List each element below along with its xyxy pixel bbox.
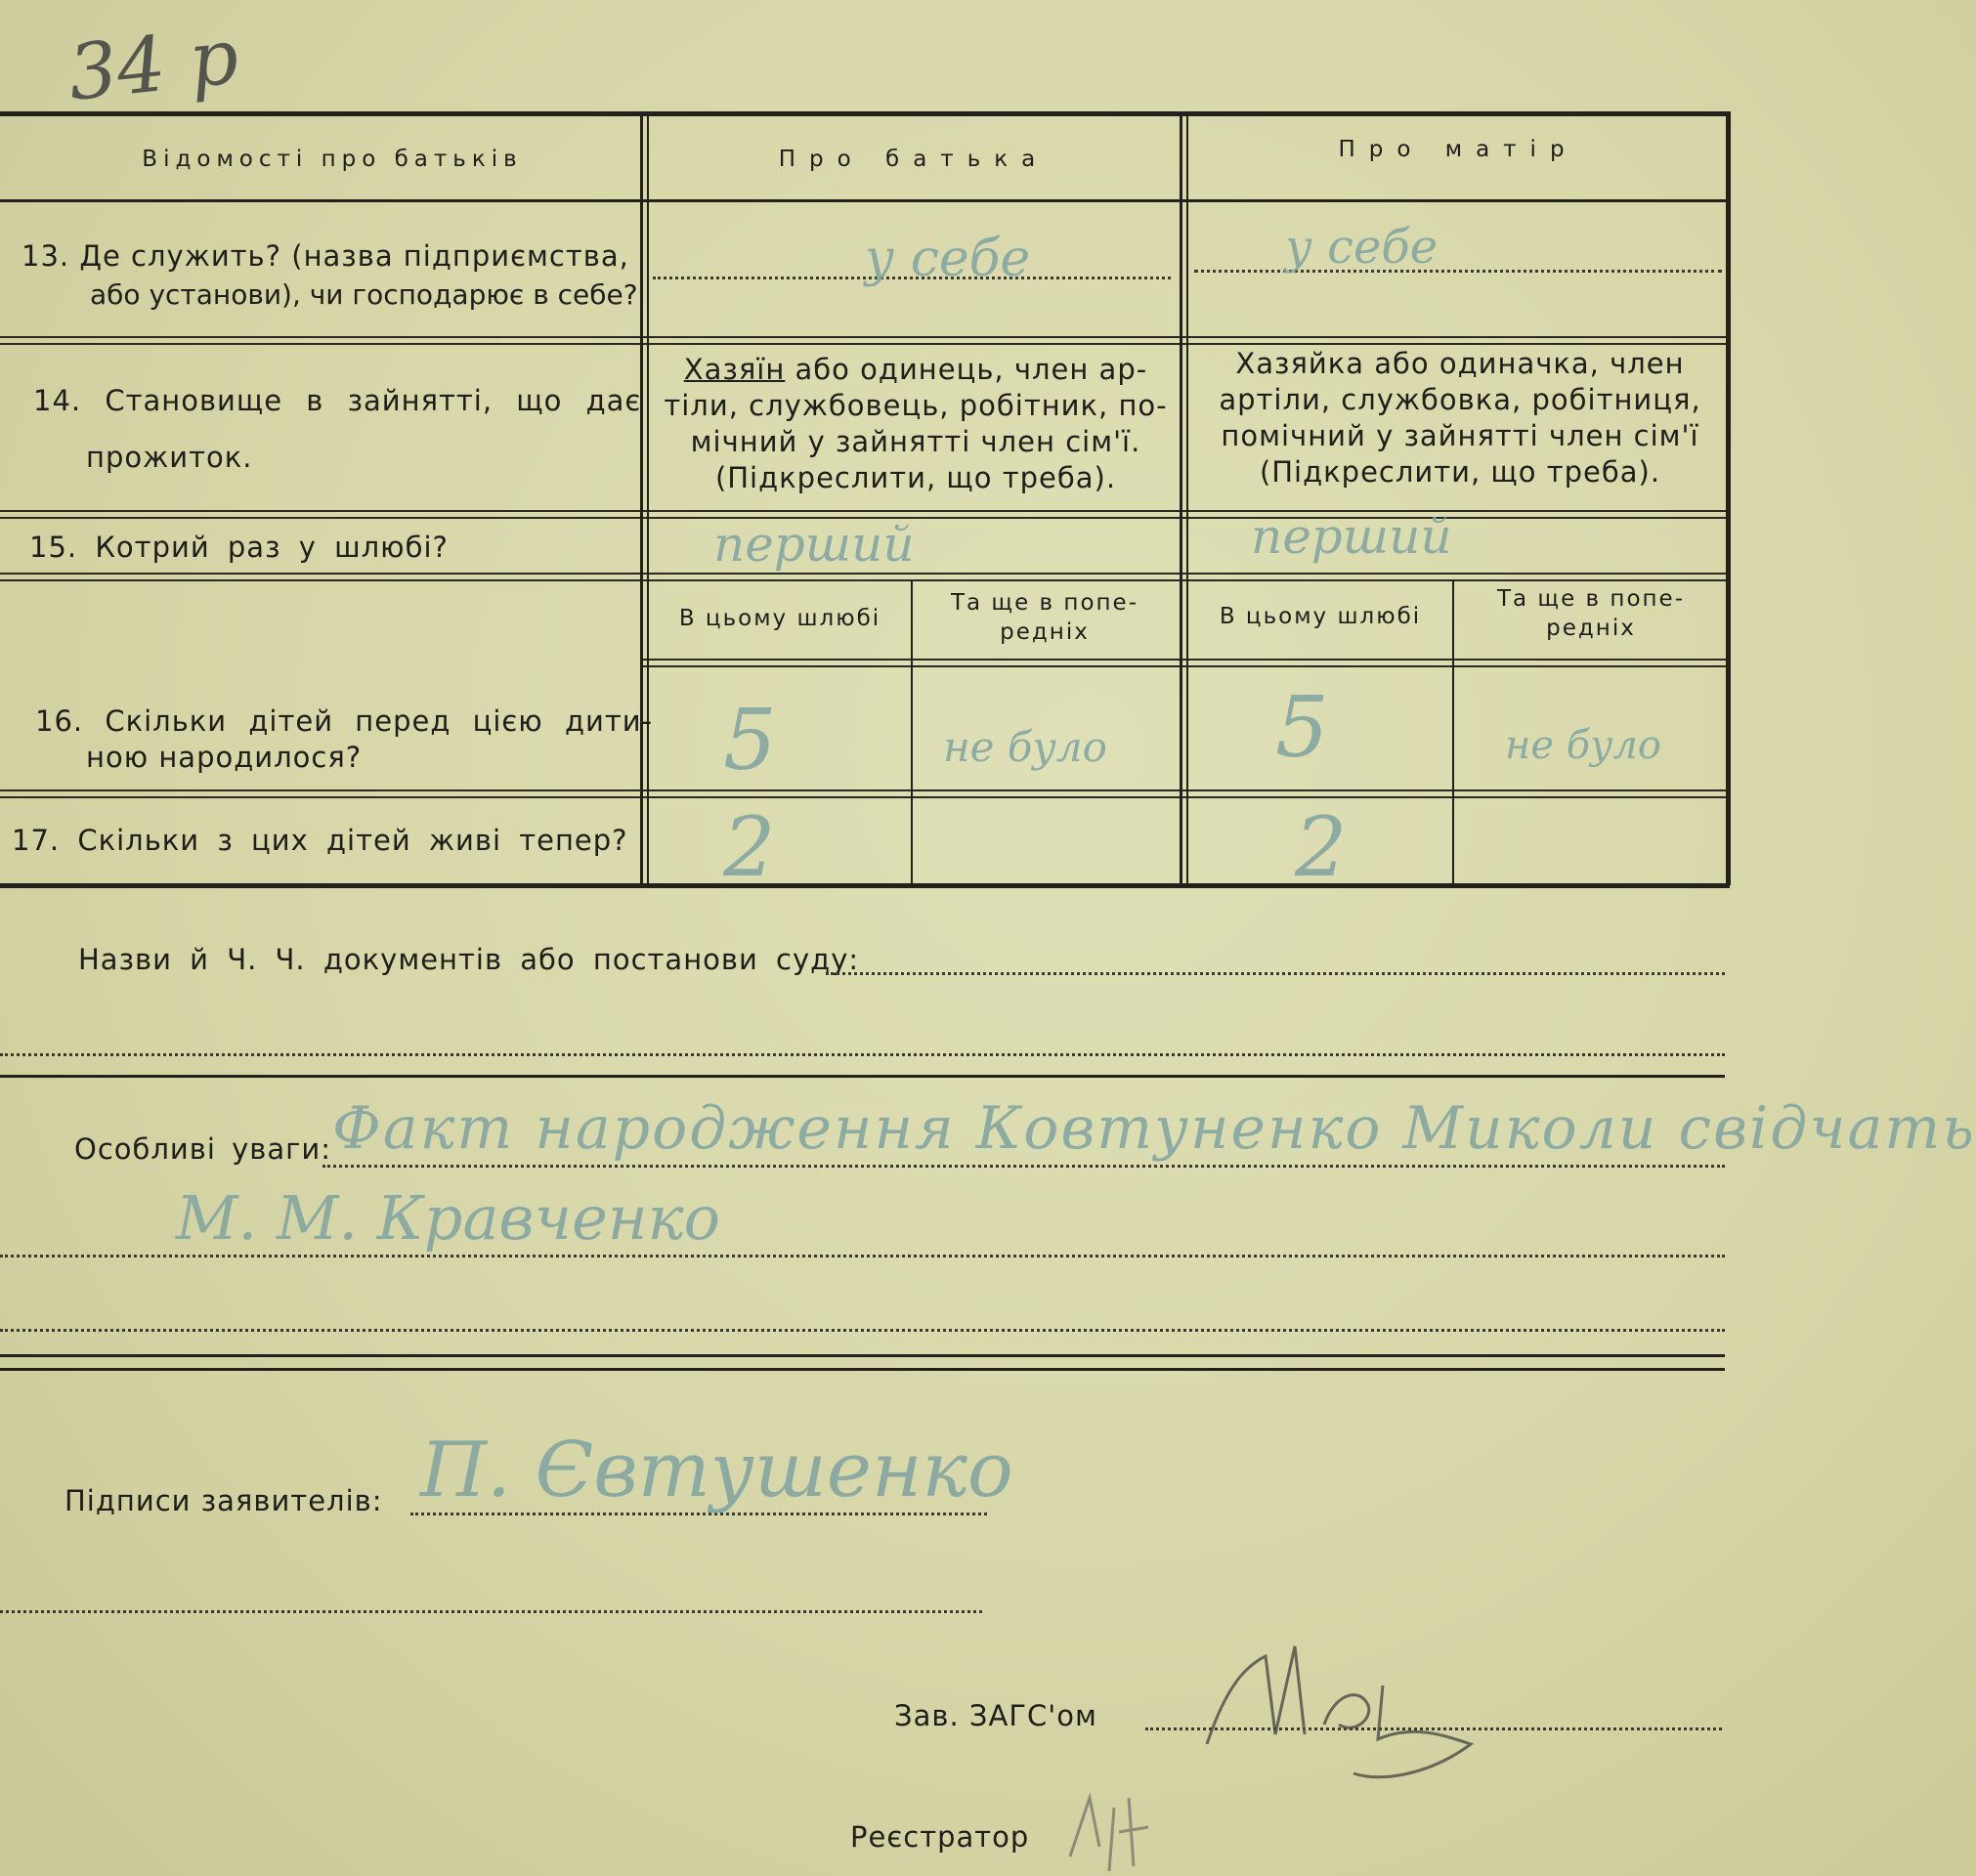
remarks-dotted-line-2 bbox=[0, 1255, 1725, 1258]
row15-father-value: перший bbox=[713, 516, 915, 573]
row16-father-sub-this: В цьому шлюбі bbox=[678, 606, 881, 631]
row13-border-2 bbox=[0, 343, 1730, 345]
remarks-dotted-line-1 bbox=[322, 1165, 1725, 1168]
remarks-label: Особливі уваги: bbox=[74, 1132, 332, 1166]
row14-father-line3: мічний у зайнятті член сім'ї. bbox=[690, 425, 1141, 458]
row14-father-options bbox=[657, 352, 1175, 496]
row17-label: 17. Скільки з цих дітей живі тепер? bbox=[12, 824, 628, 857]
row14-mother-line4: (Підкреслити, що треба). bbox=[1259, 455, 1661, 489]
row13-father-value: у себе bbox=[865, 230, 1031, 288]
row16-sub-border bbox=[640, 659, 1730, 661]
row16-father-sub-prev-line1: Та ще в попе- bbox=[950, 590, 1139, 616]
applicant-signature: П. Євтушенко bbox=[420, 1427, 1013, 1514]
row15-mother-value: перший bbox=[1251, 508, 1452, 565]
header-bottom-border bbox=[0, 199, 1730, 202]
row14-father-selected-option: Хазяїн bbox=[683, 353, 786, 386]
remarks-dotted-line-3 bbox=[0, 1329, 1725, 1332]
registrar-label: Реєстратор bbox=[850, 1820, 1030, 1854]
row13-border bbox=[0, 336, 1730, 338]
signatures-label: Підписи заявителів: bbox=[64, 1484, 383, 1517]
col-divider-2b bbox=[1186, 111, 1188, 885]
remarks-section-divider-2 bbox=[0, 1368, 1725, 1371]
table-top-border bbox=[0, 111, 1730, 116]
row17-mother-value: 2 bbox=[1295, 799, 1348, 895]
row16-father-sub-prev-line2: редніх bbox=[1000, 619, 1090, 645]
table-right-border bbox=[1726, 111, 1731, 885]
row16-mother-prev-value: не було bbox=[1505, 723, 1661, 768]
table-bottom-border bbox=[0, 883, 1730, 888]
row16-father-this-value: 5 bbox=[723, 692, 777, 789]
documents-label: Назви й Ч. Ч. документів або постанови суду: bbox=[78, 943, 860, 976]
registrar-signature bbox=[1060, 1778, 1168, 1876]
row16-mother-sub-prev-line2: редніх bbox=[1546, 616, 1636, 641]
remarks-handwritten-line1: Факт народження Ковтуненко Миколи свідчать bbox=[332, 1094, 1976, 1163]
row14-label-line2: прожиток. bbox=[86, 441, 253, 474]
row14-label-line1: 14. Становище в зайнятті, що дає bbox=[33, 384, 642, 417]
col-divider-1b bbox=[647, 111, 649, 885]
row16-sub-border-2 bbox=[640, 665, 1730, 667]
row13-mother-dotted-line bbox=[1194, 270, 1722, 273]
row15-label: 15. Котрий раз у шлюбі? bbox=[29, 531, 449, 564]
row17-father-value: 2 bbox=[723, 799, 776, 895]
row16-label-line1: 16. Скільки дітей перед цією дити- bbox=[35, 704, 654, 738]
row13-label-line1: 13. Де служить? (назва підприємства, bbox=[21, 239, 629, 273]
row14-father-line2: тіли, службовець, робітник, по- bbox=[664, 389, 1168, 422]
row16-mother-this-value: 5 bbox=[1275, 679, 1329, 777]
head-zags-signature bbox=[1187, 1627, 1520, 1793]
documents-dotted-line-2 bbox=[0, 1053, 1725, 1056]
row14-mother-line2: артіли, службовка, робітниця, bbox=[1219, 383, 1701, 416]
row14-mother-line1: Хазяйка або одиначка, член bbox=[1235, 347, 1685, 380]
row15-border-2 bbox=[0, 579, 1730, 581]
head-zags-label: Зав. ЗАГС'ом bbox=[894, 1699, 1097, 1732]
row16-mother-sub-prev-line1: Та ще в попе- bbox=[1496, 586, 1686, 612]
col-divider-2 bbox=[1180, 111, 1182, 885]
row16-border bbox=[0, 789, 1730, 791]
row16-border-2 bbox=[0, 796, 1730, 798]
row14-father-line1-rest: або одинець, член ар- bbox=[785, 353, 1148, 386]
row13-mother-value: у себе bbox=[1285, 220, 1439, 275]
header-mother: Про матір bbox=[1338, 137, 1578, 162]
row14-border bbox=[0, 510, 1730, 512]
row16-father-sub-prev bbox=[913, 588, 1177, 647]
row14-father-line4: (Підкреслити, що треба). bbox=[714, 461, 1117, 494]
remarks-handwritten-line2: М. М. Кравченко bbox=[176, 1182, 720, 1254]
documents-dotted-line-1 bbox=[826, 972, 1725, 975]
header-father: Про батька bbox=[778, 147, 1050, 172]
row13-label-line2: або установи), чи господарює в себе? bbox=[90, 278, 638, 311]
remarks-section-divider bbox=[0, 1354, 1725, 1357]
row14-mother-options bbox=[1196, 346, 1724, 490]
documents-section-divider bbox=[0, 1075, 1725, 1078]
row15-border bbox=[0, 573, 1730, 575]
page-number: 34 р bbox=[64, 13, 243, 118]
row14-mother-line3: помічний у зайнятті член сім'ї bbox=[1221, 419, 1699, 452]
col-divider-1 bbox=[640, 111, 643, 885]
row16-label-line2: ною народилося? bbox=[86, 741, 363, 774]
row16-mother-sub-prev bbox=[1454, 584, 1728, 643]
signatures-dotted-line-2 bbox=[0, 1610, 982, 1613]
row16-father-prev-value: не було bbox=[943, 723, 1107, 771]
header-parents-info: Відомості про батьків bbox=[142, 147, 523, 172]
row14-father-line1 bbox=[657, 352, 1175, 388]
row16-mother-sub-this: В цьому шлюбі bbox=[1219, 604, 1422, 629]
